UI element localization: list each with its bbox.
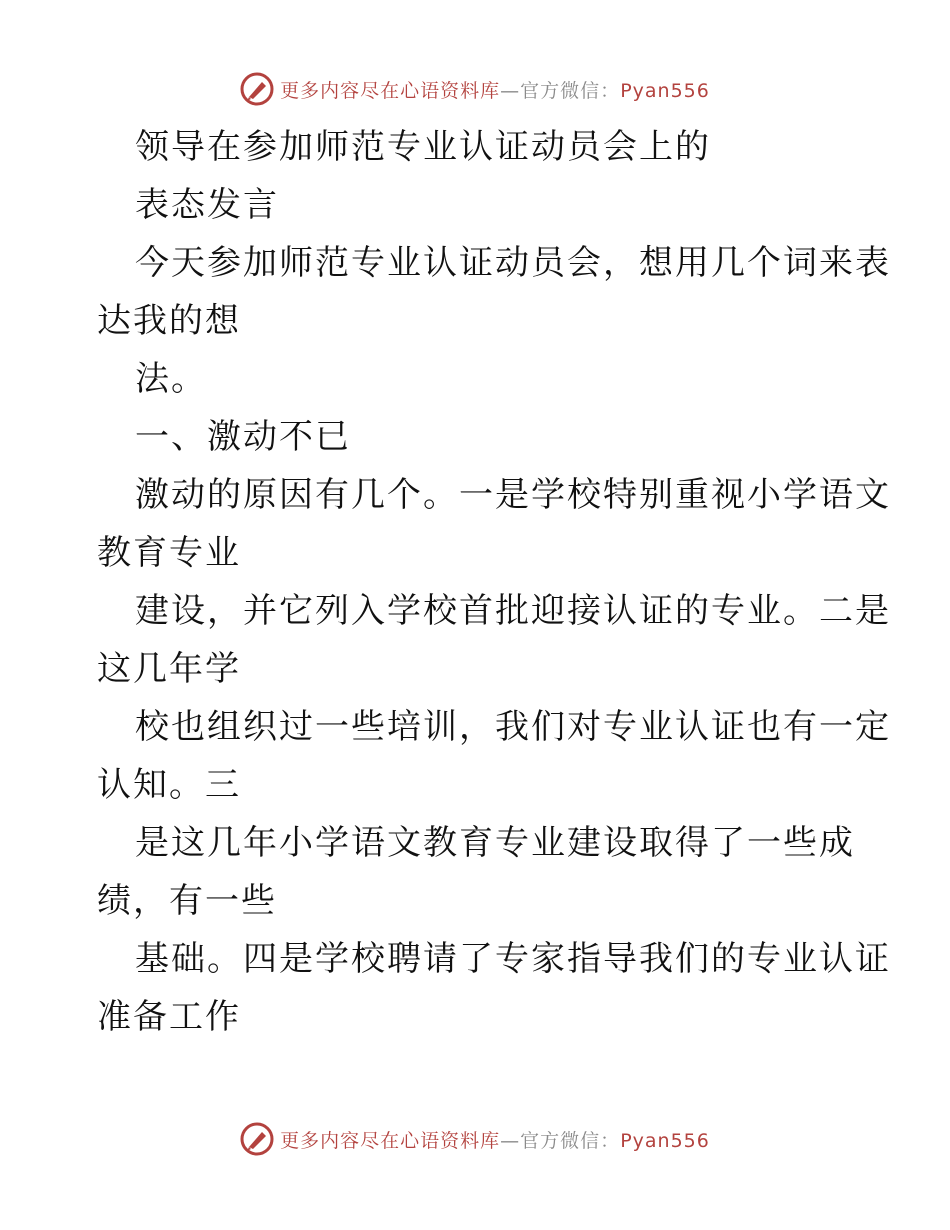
watermark-main: 更多内容尽在心语资料库 — [280, 1129, 501, 1152]
watermark-label: 官方微信： — [520, 79, 621, 102]
text-line: 教育专业 — [97, 533, 241, 573]
text-line: 是这几年小学语文教育专业建设取得了一些成 — [135, 823, 855, 863]
document-body — [97, 118, 891, 1046]
text-line: 准备工作 — [97, 997, 241, 1037]
pen-logo-icon — [240, 72, 274, 106]
text-line: 今天参加师范专业认证动员会，想用几个词来表 — [135, 243, 891, 283]
text-line: 法。 — [135, 359, 207, 399]
text-line: 领导在参加师范专业认证动员会上的 — [135, 127, 711, 167]
text-line: 这几年学 — [97, 649, 241, 689]
watermark-dash: — — [500, 1129, 521, 1152]
text-line: 表态发言 — [135, 185, 279, 225]
text-line: 校也组织过一些培训，我们对专业认证也有一定 — [135, 707, 891, 747]
text-line: 激动的原因有几个。一是学校特别重视小学语文 — [135, 475, 891, 515]
watermark-label: 官方微信： — [520, 1129, 621, 1152]
watermark-header — [0, 72, 950, 106]
text-line: 基础。四是学校聘请了专家指导我们的专业认证 — [135, 939, 891, 979]
watermark-footer — [0, 1122, 950, 1156]
pen-logo-icon — [240, 1122, 274, 1156]
text-line: 建设，并它列入学校首批迎接认证的专业。二是 — [135, 591, 891, 631]
watermark-text — [280, 76, 710, 103]
watermark-text — [280, 1126, 710, 1153]
watermark-dash: — — [500, 79, 521, 102]
watermark-id: Pyan556 — [620, 79, 710, 102]
text-line: 认知。三 — [97, 765, 241, 805]
text-line: 绩，有一些 — [97, 881, 277, 921]
text-line: 达我的想 — [97, 301, 241, 341]
text-line: 一、激动不已 — [135, 417, 351, 457]
watermark-main: 更多内容尽在心语资料库 — [280, 79, 501, 102]
watermark-id: Pyan556 — [620, 1129, 710, 1152]
